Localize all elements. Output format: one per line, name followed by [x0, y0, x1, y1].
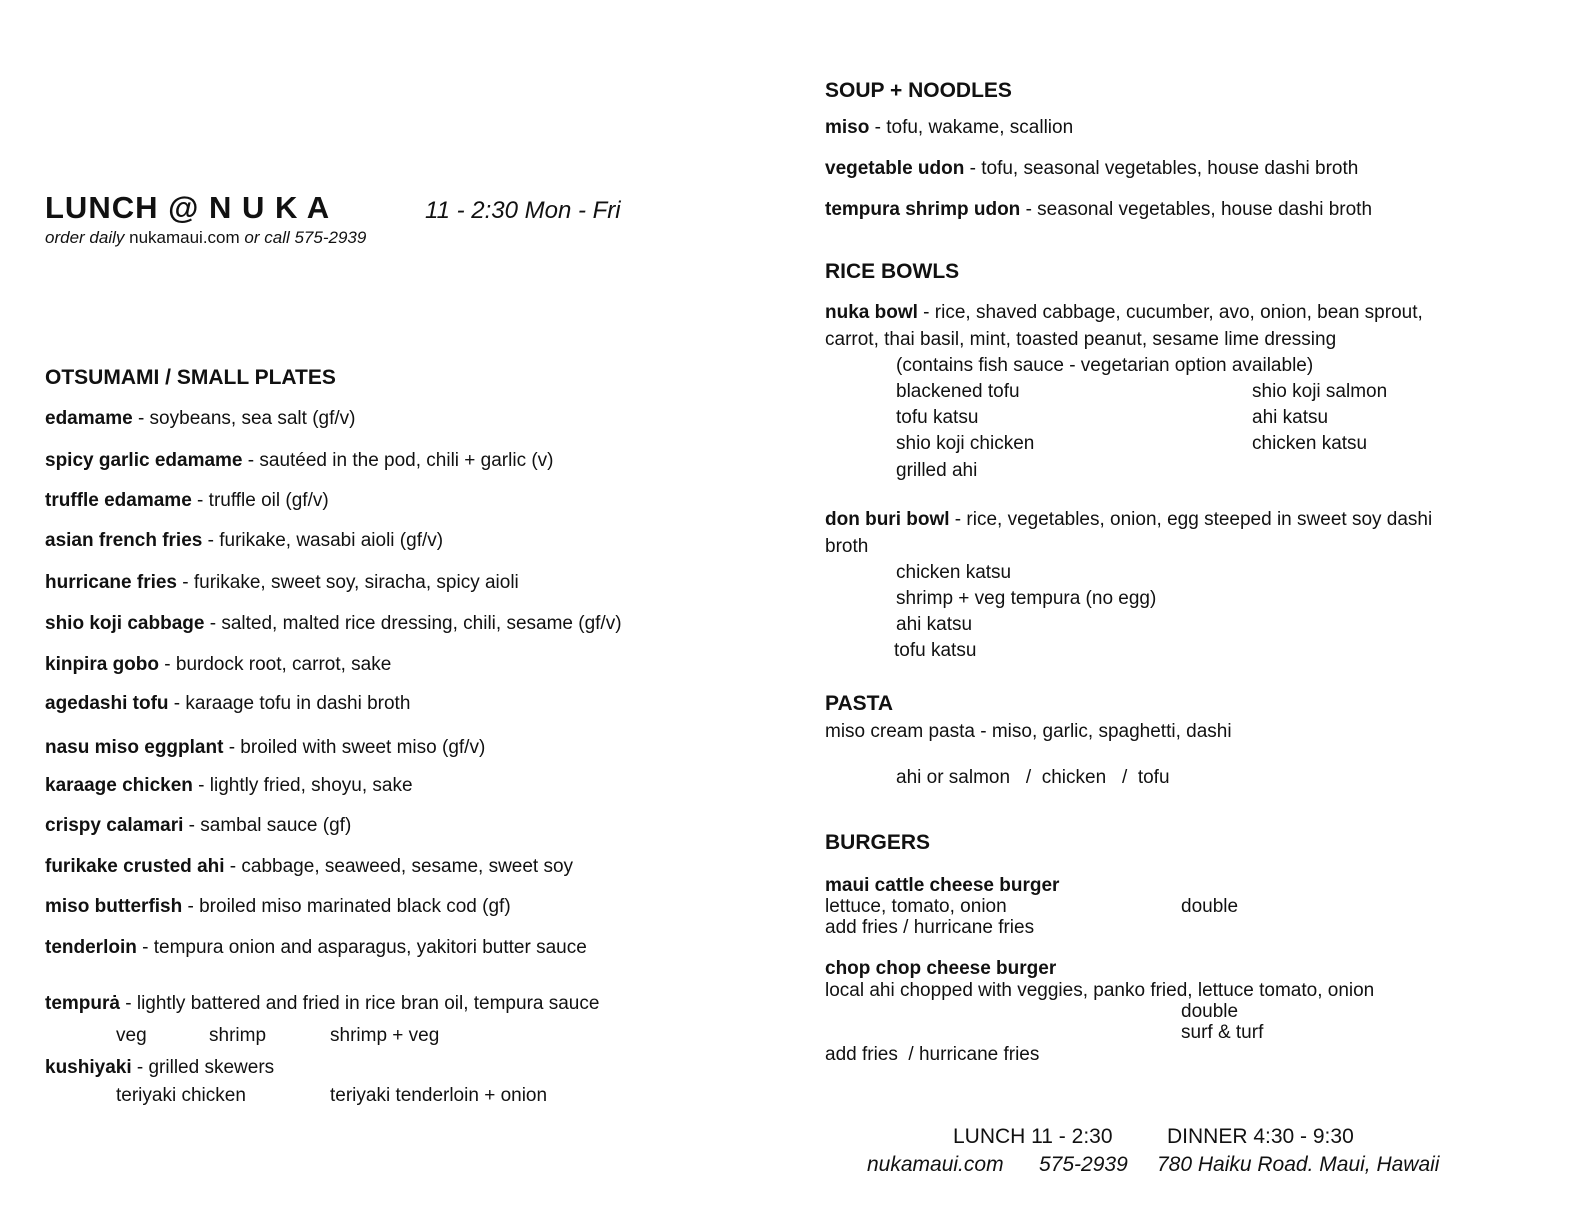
item-desc: - furikake, wasabi aioli (gf/v) [202, 530, 444, 551]
section-heading-burgers: BURGERS [825, 831, 931, 854]
menu-item [45, 654, 391, 676]
item-name: truffle edamame [45, 490, 192, 511]
menu-item-maui-burger [825, 875, 1059, 896]
item-desc: - seasonal vegetables, house dashi broth [1020, 199, 1373, 220]
item-name: miso [825, 117, 870, 138]
item-desc-continued: carrot, thai basil, mint, toasted peanut, sesame lime dressing [825, 329, 1337, 350]
item-desc: - lightly battered and fried in rice bran oil, tempura sauce [119, 993, 600, 1014]
item-desc: - sambal sauce (gf) [183, 815, 352, 836]
item-name: shio koji cabbage [45, 613, 205, 634]
item-name: tempurȧ [45, 993, 120, 1014]
item-name: asian french fries [45, 530, 203, 551]
item-name: kinpira gobo [45, 654, 159, 675]
menu-item [45, 450, 554, 472]
bowl-option: tofu katsu [896, 407, 979, 428]
menu-item-tempura [45, 993, 599, 1015]
item-desc: - furikake, sweet soy, siracha, spicy aioli [177, 572, 519, 593]
section-heading-small-plates: OTSUMAMI / SMALL PLATES [45, 366, 336, 389]
bowl-option: shrimp + veg tempura (no egg) [896, 588, 1157, 609]
tempura-option: veg [116, 1025, 147, 1046]
kushiyaki-option: teriyaki tenderloin + onion [330, 1085, 548, 1106]
menu-item-nuka-bowl [825, 302, 1423, 324]
menu-item [45, 572, 519, 594]
item-desc: - sautéed in the pod, chili + garlic (v) [242, 450, 554, 471]
item-desc: - rice, shaved cabbage, cucumber, avo, onion, bean sprout, [917, 302, 1423, 323]
burger-option-double: double [1181, 1001, 1239, 1022]
item-name: hurricane fries [45, 572, 177, 593]
kushiyaki-option: teriyaki chicken [116, 1085, 246, 1106]
menu-title: LUNCH @ N U K A [45, 190, 331, 225]
menu-item [45, 613, 622, 635]
item-desc: - grilled skewers [131, 1057, 275, 1078]
order-website-link[interactable]: nukamaui.com [129, 228, 240, 247]
item-name: chop chop cheese burger [825, 958, 1057, 979]
tempura-option: shrimp + veg [330, 1025, 440, 1046]
bowl-option: grilled ahi [896, 460, 978, 481]
item-desc: - burdock root, carrot, sake [159, 654, 392, 675]
item-desc: - tofu, seasonal vegetables, house dashi broth [964, 158, 1359, 179]
item-desc: - soybeans, sea salt (gf/v) [132, 408, 356, 429]
item-name: karaage chicken [45, 775, 193, 796]
item-name: don buri bowl [825, 509, 950, 530]
menu-item [45, 896, 511, 918]
item-desc: - salted, malted rice dressing, chili, sesame (gf/v) [204, 613, 622, 634]
item-desc-continued: broth [825, 536, 869, 557]
burger-add-fries: add fries / hurricane fries [825, 917, 1035, 938]
item-desc: lettuce, tomato, onion [825, 896, 1007, 917]
menu-item-kushiyaki [45, 1057, 274, 1079]
item-name: edamame [45, 408, 133, 429]
item-desc: - truffle oil (gf/v) [191, 490, 329, 511]
section-heading-soup-noodles: SOUP + NOODLES [825, 79, 1012, 102]
lunch-hours: 11 - 2:30 Mon - Fri [425, 197, 621, 224]
bowl-option: tofu katsu [894, 640, 977, 661]
bowl-option: shio koji salmon [1252, 381, 1388, 402]
item-name: vegetable udon [825, 158, 965, 179]
menu-item-pasta: miso cream pasta - miso, garlic, spaghetti, dashi [825, 721, 1232, 742]
menu-item [45, 856, 573, 878]
footer-lunch-hours: LUNCH 11 - 2:30 [953, 1125, 1113, 1148]
menu-item [45, 775, 413, 797]
menu-item-don-buri [825, 509, 1432, 531]
menu-item [825, 199, 1372, 221]
order-suffix: or call 575-2939 [244, 228, 367, 247]
burger-option-surf-turf: surf & turf [1181, 1022, 1264, 1043]
menu-item [45, 490, 329, 512]
menu-item [45, 815, 351, 837]
item-name: spicy garlic edamame [45, 450, 243, 471]
menu-item-chop-burger [825, 958, 1056, 979]
item-desc: - lightly fried, shoyu, sake [192, 775, 413, 796]
item-desc: - tofu, wakame, scallion [869, 117, 1074, 138]
item-name: kushiyaki [45, 1057, 132, 1078]
menu-item [45, 693, 410, 715]
item-desc: - rice, vegetables, onion, egg steeped in sweet soy dashi [949, 509, 1433, 530]
item-desc: local ahi chopped with veggies, panko fried, lettuce tomato, onion [825, 980, 1375, 1001]
footer-address: 780 Haiku Road. Maui, Hawaii [1157, 1153, 1440, 1176]
order-line [45, 228, 366, 248]
menu-item [825, 158, 1358, 180]
item-name: crispy calamari [45, 815, 184, 836]
item-desc: - broiled miso marinated black cod (gf) [182, 896, 511, 917]
burger-add-fries: add fries / hurricane fries [825, 1044, 1040, 1065]
menu-item [45, 937, 587, 959]
section-heading-pasta: PASTA [825, 692, 894, 715]
bowl-option: chicken katsu [1252, 433, 1368, 454]
bowl-option: chicken katsu [896, 562, 1012, 583]
item-desc: - broiled with sweet miso (gf/v) [223, 737, 486, 758]
footer-website-link[interactable]: nukamaui.com [867, 1153, 1004, 1176]
footer-dinner-hours: DINNER 4:30 - 9:30 [1167, 1125, 1354, 1148]
bowl-option: ahi katsu [1252, 407, 1329, 428]
item-name: miso butterfish [45, 896, 183, 917]
section-heading-rice-bowls: RICE BOWLS [825, 260, 960, 283]
item-desc: - cabbage, seaweed, sesame, sweet soy [224, 856, 574, 877]
burger-option-double: double [1181, 896, 1239, 917]
tempura-option: shrimp [209, 1025, 267, 1046]
item-desc: - karaage tofu in dashi broth [168, 693, 411, 714]
item-name: furikake crusted ahi [45, 856, 225, 877]
menu-item [45, 408, 356, 430]
item-name: tempura shrimp udon [825, 199, 1021, 220]
footer-phone[interactable]: 575-2939 [1039, 1153, 1128, 1176]
bowl-option: blackened tofu [896, 381, 1020, 402]
menu-item [45, 737, 485, 759]
pasta-options: ahi or salmon / chicken / tofu [896, 767, 1170, 788]
item-name: agedashi tofu [45, 693, 169, 714]
order-prefix: order daily [45, 228, 125, 247]
item-name: nasu miso eggplant [45, 737, 224, 758]
bowl-option: ahi katsu [896, 614, 973, 635]
menu-item [45, 530, 443, 552]
item-name: nuka bowl [825, 302, 918, 323]
item-note: (contains fish sauce - vegetarian option available) [896, 355, 1314, 376]
item-name: tenderloin [45, 937, 137, 958]
item-desc: - tempura onion and asparagus, yakitori butter sauce [136, 937, 587, 958]
menu-item [825, 117, 1073, 139]
item-name: maui cattle cheese burger [825, 875, 1060, 896]
bowl-option: shio koji chicken [896, 433, 1035, 454]
